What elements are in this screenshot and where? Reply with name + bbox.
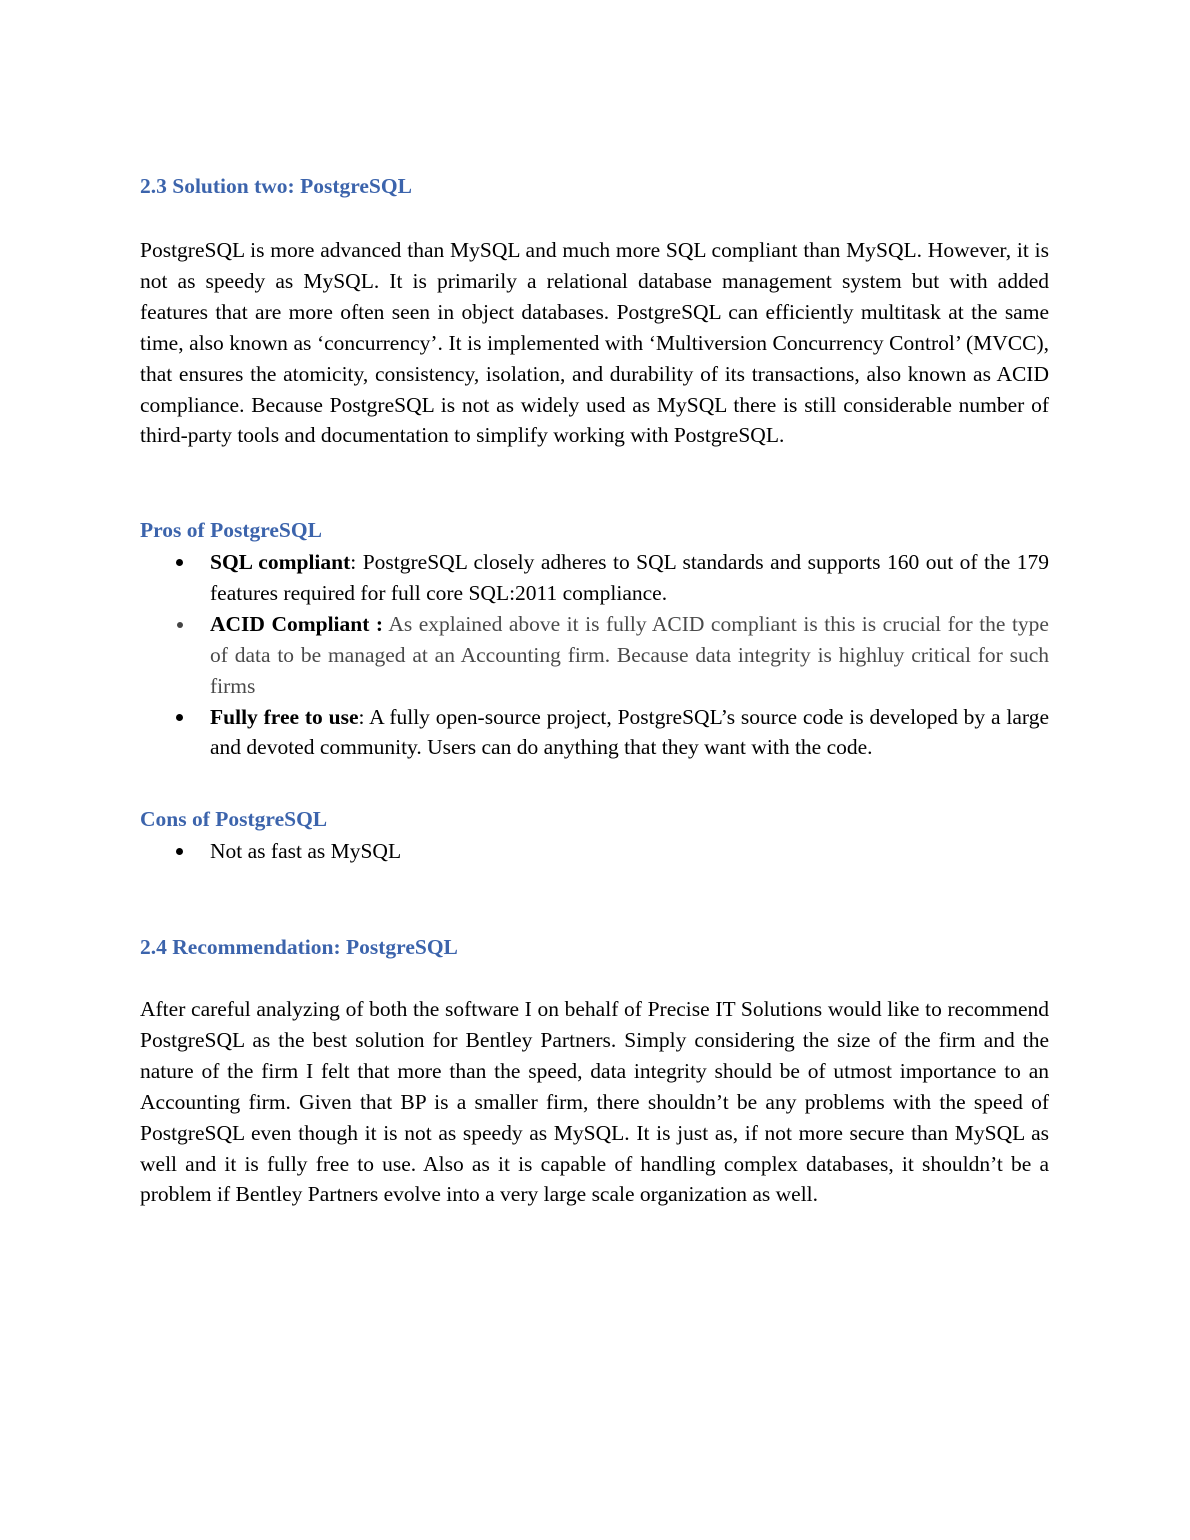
pro-text: : A fully open-source project, PostgreSQL’s source code is developed by a large and devoted community. Users can do anything that they want with the code. <box>210 704 1049 760</box>
pro-term: ACID Compliant : <box>210 611 384 636</box>
section-2-3-heading: 2.3 Solution two: PostgreSQL <box>140 174 412 198</box>
pros-list <box>140 547 1049 763</box>
pro-term: SQL compliant <box>210 550 351 574</box>
section-2-3-paragraph: PostgreSQL is more advanced than MySQL and much more SQL compliant than MySQL. However, it is not as speedy as MySQL. It is primarily a relational database management system but with added features that are more often seen in object databases. PostgreSQL can efficiently multitask at the same time, also known as ‘concurrency’. It is implemented with ‘Multiversion Concurrency Control’ (MVCC), that ensures the atomicity, consistency, isolation, and durability of its transactions, also known as ACID compliance. Because PostgreSQL is not as widely used as MySQL there is still considerable number of third-party tools and documentation to simplify working with PostgreSQL. <box>140 238 1049 448</box>
list-item <box>140 609 1049 702</box>
con-text: Not as fast as MySQL <box>210 839 402 863</box>
pro-text: As explained above it is fully ACID compliant is this is crucial for the type of data to be managed at an Accounting firm. Because data integrity is highluy critical for such firms <box>210 611 1049 698</box>
pros-heading: Pros of PostgreSQL <box>140 518 322 542</box>
bullet-icon <box>176 848 183 855</box>
list-item <box>140 547 1049 609</box>
pro-text: : PostgreSQL closely adheres to SQL standards and supports 160 out of the 179 features required for full core SQL:2011 compliance. <box>210 550 1049 605</box>
cons-list <box>140 836 1049 867</box>
list-item <box>140 836 1049 867</box>
section-2-4-heading: 2.4 Recommendation: PostgreSQL <box>140 935 458 959</box>
bullet-icon <box>176 714 183 721</box>
pro-term: Fully free to use <box>210 704 359 729</box>
bullet-icon <box>177 622 183 628</box>
bullet-icon <box>176 559 183 566</box>
cons-heading: Cons of PostgreSQL <box>140 807 328 831</box>
list-item <box>140 702 1049 764</box>
section-2-4-paragraph: After careful analyzing of both the software I on behalf of Precise IT Solutions would like to recommend PostgreSQL as the best solution for Bentley Partners. Simply considering the size of the firm and the nature of the firm I felt that more than the speed, data integrity should be of utmost importance to an Accounting firm. Given that BP is a smaller firm, there shouldn’t be any problems with the speed of PostgreSQL even though it is not as speedy as MySQL. It is just as, if not more secure than MySQL as well and it is fully free to use. Also as it is capable of handling complex databases, it shouldn’t be a problem if Bentley Partners evolve into a very large scale organization as well. <box>140 997 1049 1207</box>
